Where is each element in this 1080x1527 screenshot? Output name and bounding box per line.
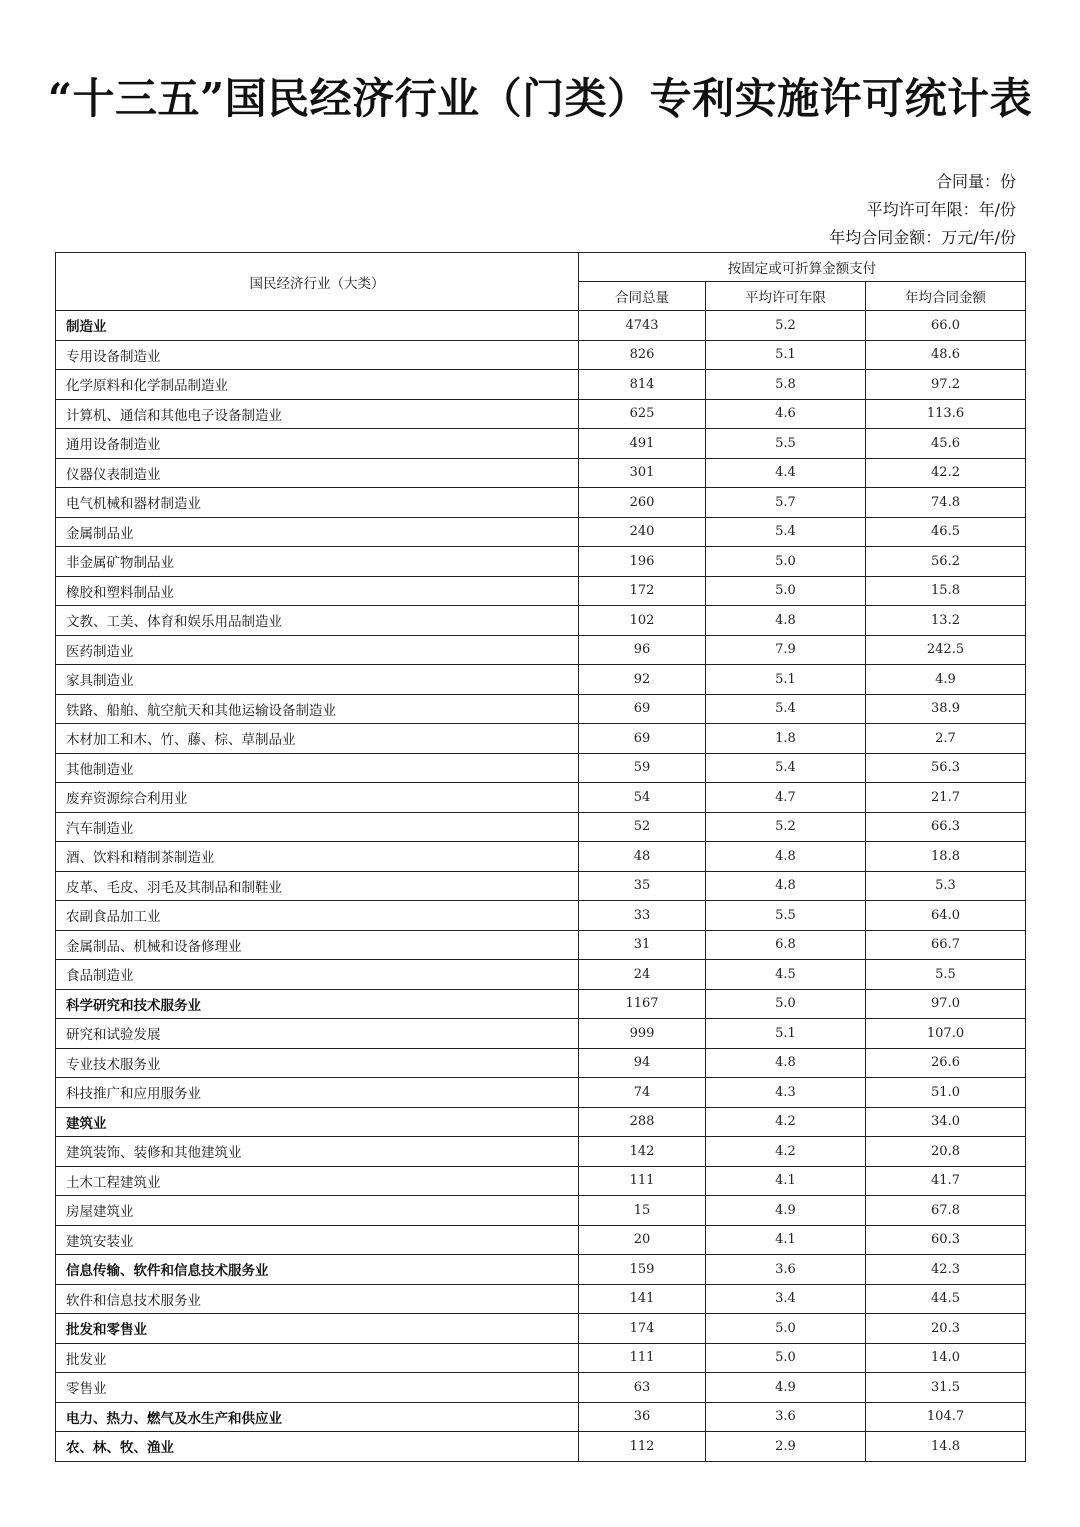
industry-name: 软件和信息技术服务业: [56, 1284, 579, 1314]
industry-name: 电气机械和器材制造业: [56, 488, 579, 518]
contract-total-cell: 625: [579, 399, 706, 429]
industry-name: 专业技术服务业: [56, 1048, 579, 1078]
table-row: [56, 1019, 1026, 1049]
industry-name: 其他制造业: [56, 753, 579, 783]
industry-name: 电力、热力、燃气及水生产和供应业: [56, 1402, 579, 1432]
industry-name: 废弃资源综合利用业: [56, 783, 579, 813]
contract-total-cell: 260: [579, 488, 706, 518]
industry-name: 仪器仪表制造业: [56, 458, 579, 488]
industry-name: 皮革、毛皮、羽毛及其制品和制鞋业: [56, 871, 579, 901]
avg-years-cell: 3.4: [706, 1284, 866, 1314]
contract-total-cell: 48: [579, 842, 706, 872]
table-row: [56, 458, 1026, 488]
header-annual-amount: 年均合同金额: [866, 282, 1026, 311]
annual-amount-cell: 66.0: [866, 311, 1026, 341]
contract-total-cell: 1167: [579, 989, 706, 1019]
table-row: [56, 1137, 1026, 1167]
contract-total-cell: 20: [579, 1225, 706, 1255]
table-row: [56, 901, 1026, 931]
header-industry: 国民经济行业（大类）: [56, 253, 579, 311]
annual-amount-cell: 42.2: [866, 458, 1026, 488]
table-row: [56, 576, 1026, 606]
industry-name: 木材加工和木、竹、藤、棕、草制品业: [56, 724, 579, 754]
annual-amount-cell: 56.3: [866, 753, 1026, 783]
annual-amount-cell: 34.0: [866, 1107, 1026, 1137]
avg-years-cell: 4.3: [706, 1078, 866, 1108]
industry-name: 计算机、通信和其他电子设备制造业: [56, 399, 579, 429]
contract-total-cell: 96: [579, 635, 706, 665]
industry-name: 土木工程建筑业: [56, 1166, 579, 1196]
header-payment-group: 按固定或可折算金额支付: [579, 253, 1026, 282]
table-row-category: [56, 1107, 1026, 1137]
table-row: [56, 635, 1026, 665]
industry-name: 专用设备制造业: [56, 340, 579, 370]
contract-total-cell: 31: [579, 930, 706, 960]
contract-total-cell: 288: [579, 1107, 706, 1137]
avg-years-cell: 5.4: [706, 753, 866, 783]
table-row: [56, 1373, 1026, 1403]
contract-total-cell: 111: [579, 1343, 706, 1373]
annual-amount-cell: 44.5: [866, 1284, 1026, 1314]
industry-name: 通用设备制造业: [56, 429, 579, 459]
avg-years-cell: 4.8: [706, 1048, 866, 1078]
avg-years-cell: 5.0: [706, 989, 866, 1019]
industry-name: 建筑装饰、装修和其他建筑业: [56, 1137, 579, 1167]
annual-amount-cell: 21.7: [866, 783, 1026, 813]
contract-total-cell: 69: [579, 694, 706, 724]
table-row: [56, 340, 1026, 370]
avg-years-cell: 4.6: [706, 399, 866, 429]
contract-total-cell: 15: [579, 1196, 706, 1226]
annual-amount-cell: 66.7: [866, 930, 1026, 960]
table-row: [56, 812, 1026, 842]
industry-name: 橡胶和塑料制品业: [56, 576, 579, 606]
avg-years-cell: 4.5: [706, 960, 866, 990]
avg-years-cell: 5.1: [706, 1019, 866, 1049]
avg-years-cell: 3.6: [706, 1402, 866, 1432]
contract-total-cell: 159: [579, 1255, 706, 1285]
annual-amount-cell: 64.0: [866, 901, 1026, 931]
contract-total-cell: 111: [579, 1166, 706, 1196]
avg-years-cell: 5.1: [706, 340, 866, 370]
table-row: [56, 1078, 1026, 1108]
unit-license-years: 平均许可年限：年/份: [866, 200, 1016, 219]
annual-amount-cell: 5.3: [866, 871, 1026, 901]
avg-years-cell: 4.9: [706, 1373, 866, 1403]
contract-total-cell: 141: [579, 1284, 706, 1314]
contract-total-cell: 4743: [579, 311, 706, 341]
industry-name: 建筑业: [56, 1107, 579, 1137]
contract-total-cell: 94: [579, 1048, 706, 1078]
annual-amount-cell: 60.3: [866, 1225, 1026, 1255]
units-legend: [829, 168, 1016, 252]
industry-name: 制造业: [56, 311, 579, 341]
industry-name: 食品制造业: [56, 960, 579, 990]
industry-name: 铁路、船舶、航空航天和其他运输设备制造业: [56, 694, 579, 724]
avg-years-cell: 5.5: [706, 901, 866, 931]
industry-name: 化学原料和化学制品制造业: [56, 370, 579, 400]
unit-annual-amount: 年均合同金额：万元/年/份: [829, 228, 1016, 247]
contract-total-cell: 36: [579, 1402, 706, 1432]
annual-amount-cell: 20.3: [866, 1314, 1026, 1344]
contract-total-cell: 814: [579, 370, 706, 400]
table-row: [56, 960, 1026, 990]
contract-total-cell: 24: [579, 960, 706, 990]
industry-name: 研究和试验发展: [56, 1019, 579, 1049]
annual-amount-cell: 67.8: [866, 1196, 1026, 1226]
annual-amount-cell: 20.8: [866, 1137, 1026, 1167]
industry-name: 批发业: [56, 1343, 579, 1373]
statistics-table: [55, 252, 1026, 1462]
annual-amount-cell: 14.0: [866, 1343, 1026, 1373]
avg-years-cell: 4.8: [706, 606, 866, 636]
industry-name: 农、林、牧、渔业: [56, 1432, 579, 1462]
industry-name: 酒、饮料和精制茶制造业: [56, 842, 579, 872]
contract-total-cell: 74: [579, 1078, 706, 1108]
table-row-category: [56, 1432, 1026, 1462]
industry-name: 文教、工美、体育和娱乐用品制造业: [56, 606, 579, 636]
annual-amount-cell: 51.0: [866, 1078, 1026, 1108]
contract-total-cell: 69: [579, 724, 706, 754]
avg-years-cell: 4.1: [706, 1166, 866, 1196]
annual-amount-cell: 48.6: [866, 340, 1026, 370]
contract-total-cell: 59: [579, 753, 706, 783]
annual-amount-cell: 42.3: [866, 1255, 1026, 1285]
avg-years-cell: 5.7: [706, 488, 866, 518]
avg-years-cell: 5.1: [706, 665, 866, 695]
avg-years-cell: 4.9: [706, 1196, 866, 1226]
table-row-category: [56, 989, 1026, 1019]
avg-years-cell: 4.4: [706, 458, 866, 488]
industry-name: 金属制品业: [56, 517, 579, 547]
contract-total-cell: 33: [579, 901, 706, 931]
industry-name: 批发和零售业: [56, 1314, 579, 1344]
annual-amount-cell: 74.8: [866, 488, 1026, 518]
industry-name: 房屋建筑业: [56, 1196, 579, 1226]
industry-name: 科学研究和技术服务业: [56, 989, 579, 1019]
industry-name: 信息传输、软件和信息技术服务业: [56, 1255, 579, 1285]
annual-amount-cell: 97.0: [866, 989, 1026, 1019]
table-row: [56, 783, 1026, 813]
annual-amount-cell: 242.5: [866, 635, 1026, 665]
table-row: [56, 488, 1026, 518]
table-row: [56, 1048, 1026, 1078]
annual-amount-cell: 97.2: [866, 370, 1026, 400]
industry-name: 非金属矿物制品业: [56, 547, 579, 577]
contract-total-cell: 174: [579, 1314, 706, 1344]
unit-contract-count: 合同量：份: [935, 172, 1016, 191]
annual-amount-cell: 2.7: [866, 724, 1026, 754]
industry-name: 农副食品加工业: [56, 901, 579, 931]
avg-years-cell: 4.2: [706, 1137, 866, 1167]
industry-name: 建筑安装业: [56, 1225, 579, 1255]
annual-amount-cell: 4.9: [866, 665, 1026, 695]
contract-total-cell: 102: [579, 606, 706, 636]
avg-years-cell: 5.4: [706, 517, 866, 547]
avg-years-cell: 5.2: [706, 311, 866, 341]
table-row: [56, 753, 1026, 783]
contract-total-cell: 35: [579, 871, 706, 901]
annual-amount-cell: 38.9: [866, 694, 1026, 724]
table-row: [56, 842, 1026, 872]
avg-years-cell: 7.9: [706, 635, 866, 665]
avg-years-cell: 3.6: [706, 1255, 866, 1285]
table-row: [56, 1225, 1026, 1255]
table-row-category: [56, 311, 1026, 341]
annual-amount-cell: 113.6: [866, 399, 1026, 429]
annual-amount-cell: 66.3: [866, 812, 1026, 842]
table-row: [56, 517, 1026, 547]
table-body: [56, 311, 1026, 1462]
annual-amount-cell: 46.5: [866, 517, 1026, 547]
annual-amount-cell: 15.8: [866, 576, 1026, 606]
avg-years-cell: 4.8: [706, 842, 866, 872]
table-row: [56, 1166, 1026, 1196]
annual-amount-cell: 14.8: [866, 1432, 1026, 1462]
industry-name: 零售业: [56, 1373, 579, 1403]
avg-years-cell: 5.0: [706, 576, 866, 606]
annual-amount-cell: 56.2: [866, 547, 1026, 577]
annual-amount-cell: 18.8: [866, 842, 1026, 872]
avg-years-cell: 5.0: [706, 1343, 866, 1373]
avg-years-cell: 6.8: [706, 930, 866, 960]
contract-total-cell: 491: [579, 429, 706, 459]
table-row: [56, 871, 1026, 901]
contract-total-cell: 999: [579, 1019, 706, 1049]
contract-total-cell: 196: [579, 547, 706, 577]
table-row: [56, 547, 1026, 577]
avg-years-cell: 5.0: [706, 547, 866, 577]
annual-amount-cell: 13.2: [866, 606, 1026, 636]
annual-amount-cell: 107.0: [866, 1019, 1026, 1049]
page-title: “十三五”国民经济行业（门类）专利实施许可统计表: [47, 74, 1033, 123]
table-row: [56, 606, 1026, 636]
industry-name: 汽车制造业: [56, 812, 579, 842]
table-row: [56, 399, 1026, 429]
table-row: [56, 370, 1026, 400]
avg-years-cell: 4.8: [706, 871, 866, 901]
avg-years-cell: 4.2: [706, 1107, 866, 1137]
industry-name: 科技推广和应用服务业: [56, 1078, 579, 1108]
annual-amount-cell: 26.6: [866, 1048, 1026, 1078]
contract-total-cell: 142: [579, 1137, 706, 1167]
annual-amount-cell: 31.5: [866, 1373, 1026, 1403]
contract-total-cell: 63: [579, 1373, 706, 1403]
industry-name: 医药制造业: [56, 635, 579, 665]
annual-amount-cell: 41.7: [866, 1166, 1026, 1196]
contract-total-cell: 52: [579, 812, 706, 842]
contract-total-cell: 54: [579, 783, 706, 813]
header-contract-total: 合同总量: [579, 282, 706, 311]
avg-years-cell: 5.0: [706, 1314, 866, 1344]
avg-years-cell: 5.2: [706, 812, 866, 842]
table-row-category: [56, 1314, 1026, 1344]
contract-total-cell: 240: [579, 517, 706, 547]
avg-years-cell: 5.8: [706, 370, 866, 400]
avg-years-cell: 5.5: [706, 429, 866, 459]
table-row-category: [56, 1402, 1026, 1432]
contract-total-cell: 172: [579, 576, 706, 606]
table-row: [56, 665, 1026, 695]
header-avg-years: 平均许可年限: [706, 282, 866, 311]
table-row: [56, 1343, 1026, 1373]
table-row: [56, 429, 1026, 459]
contract-total-cell: 301: [579, 458, 706, 488]
table-row: [56, 724, 1026, 754]
avg-years-cell: 1.8: [706, 724, 866, 754]
annual-amount-cell: 45.6: [866, 429, 1026, 459]
annual-amount-cell: 104.7: [866, 1402, 1026, 1432]
table-row: [56, 930, 1026, 960]
table-row: [56, 694, 1026, 724]
avg-years-cell: 5.4: [706, 694, 866, 724]
table-row: [56, 1284, 1026, 1314]
contract-total-cell: 826: [579, 340, 706, 370]
annual-amount-cell: 5.5: [866, 960, 1026, 990]
avg-years-cell: 2.9: [706, 1432, 866, 1462]
avg-years-cell: 4.7: [706, 783, 866, 813]
table-row-category: [56, 1255, 1026, 1285]
table-row: [56, 1196, 1026, 1226]
industry-name: 金属制品、机械和设备修理业: [56, 930, 579, 960]
avg-years-cell: 4.1: [706, 1225, 866, 1255]
contract-total-cell: 112: [579, 1432, 706, 1462]
industry-name: 家具制造业: [56, 665, 579, 695]
contract-total-cell: 92: [579, 665, 706, 695]
